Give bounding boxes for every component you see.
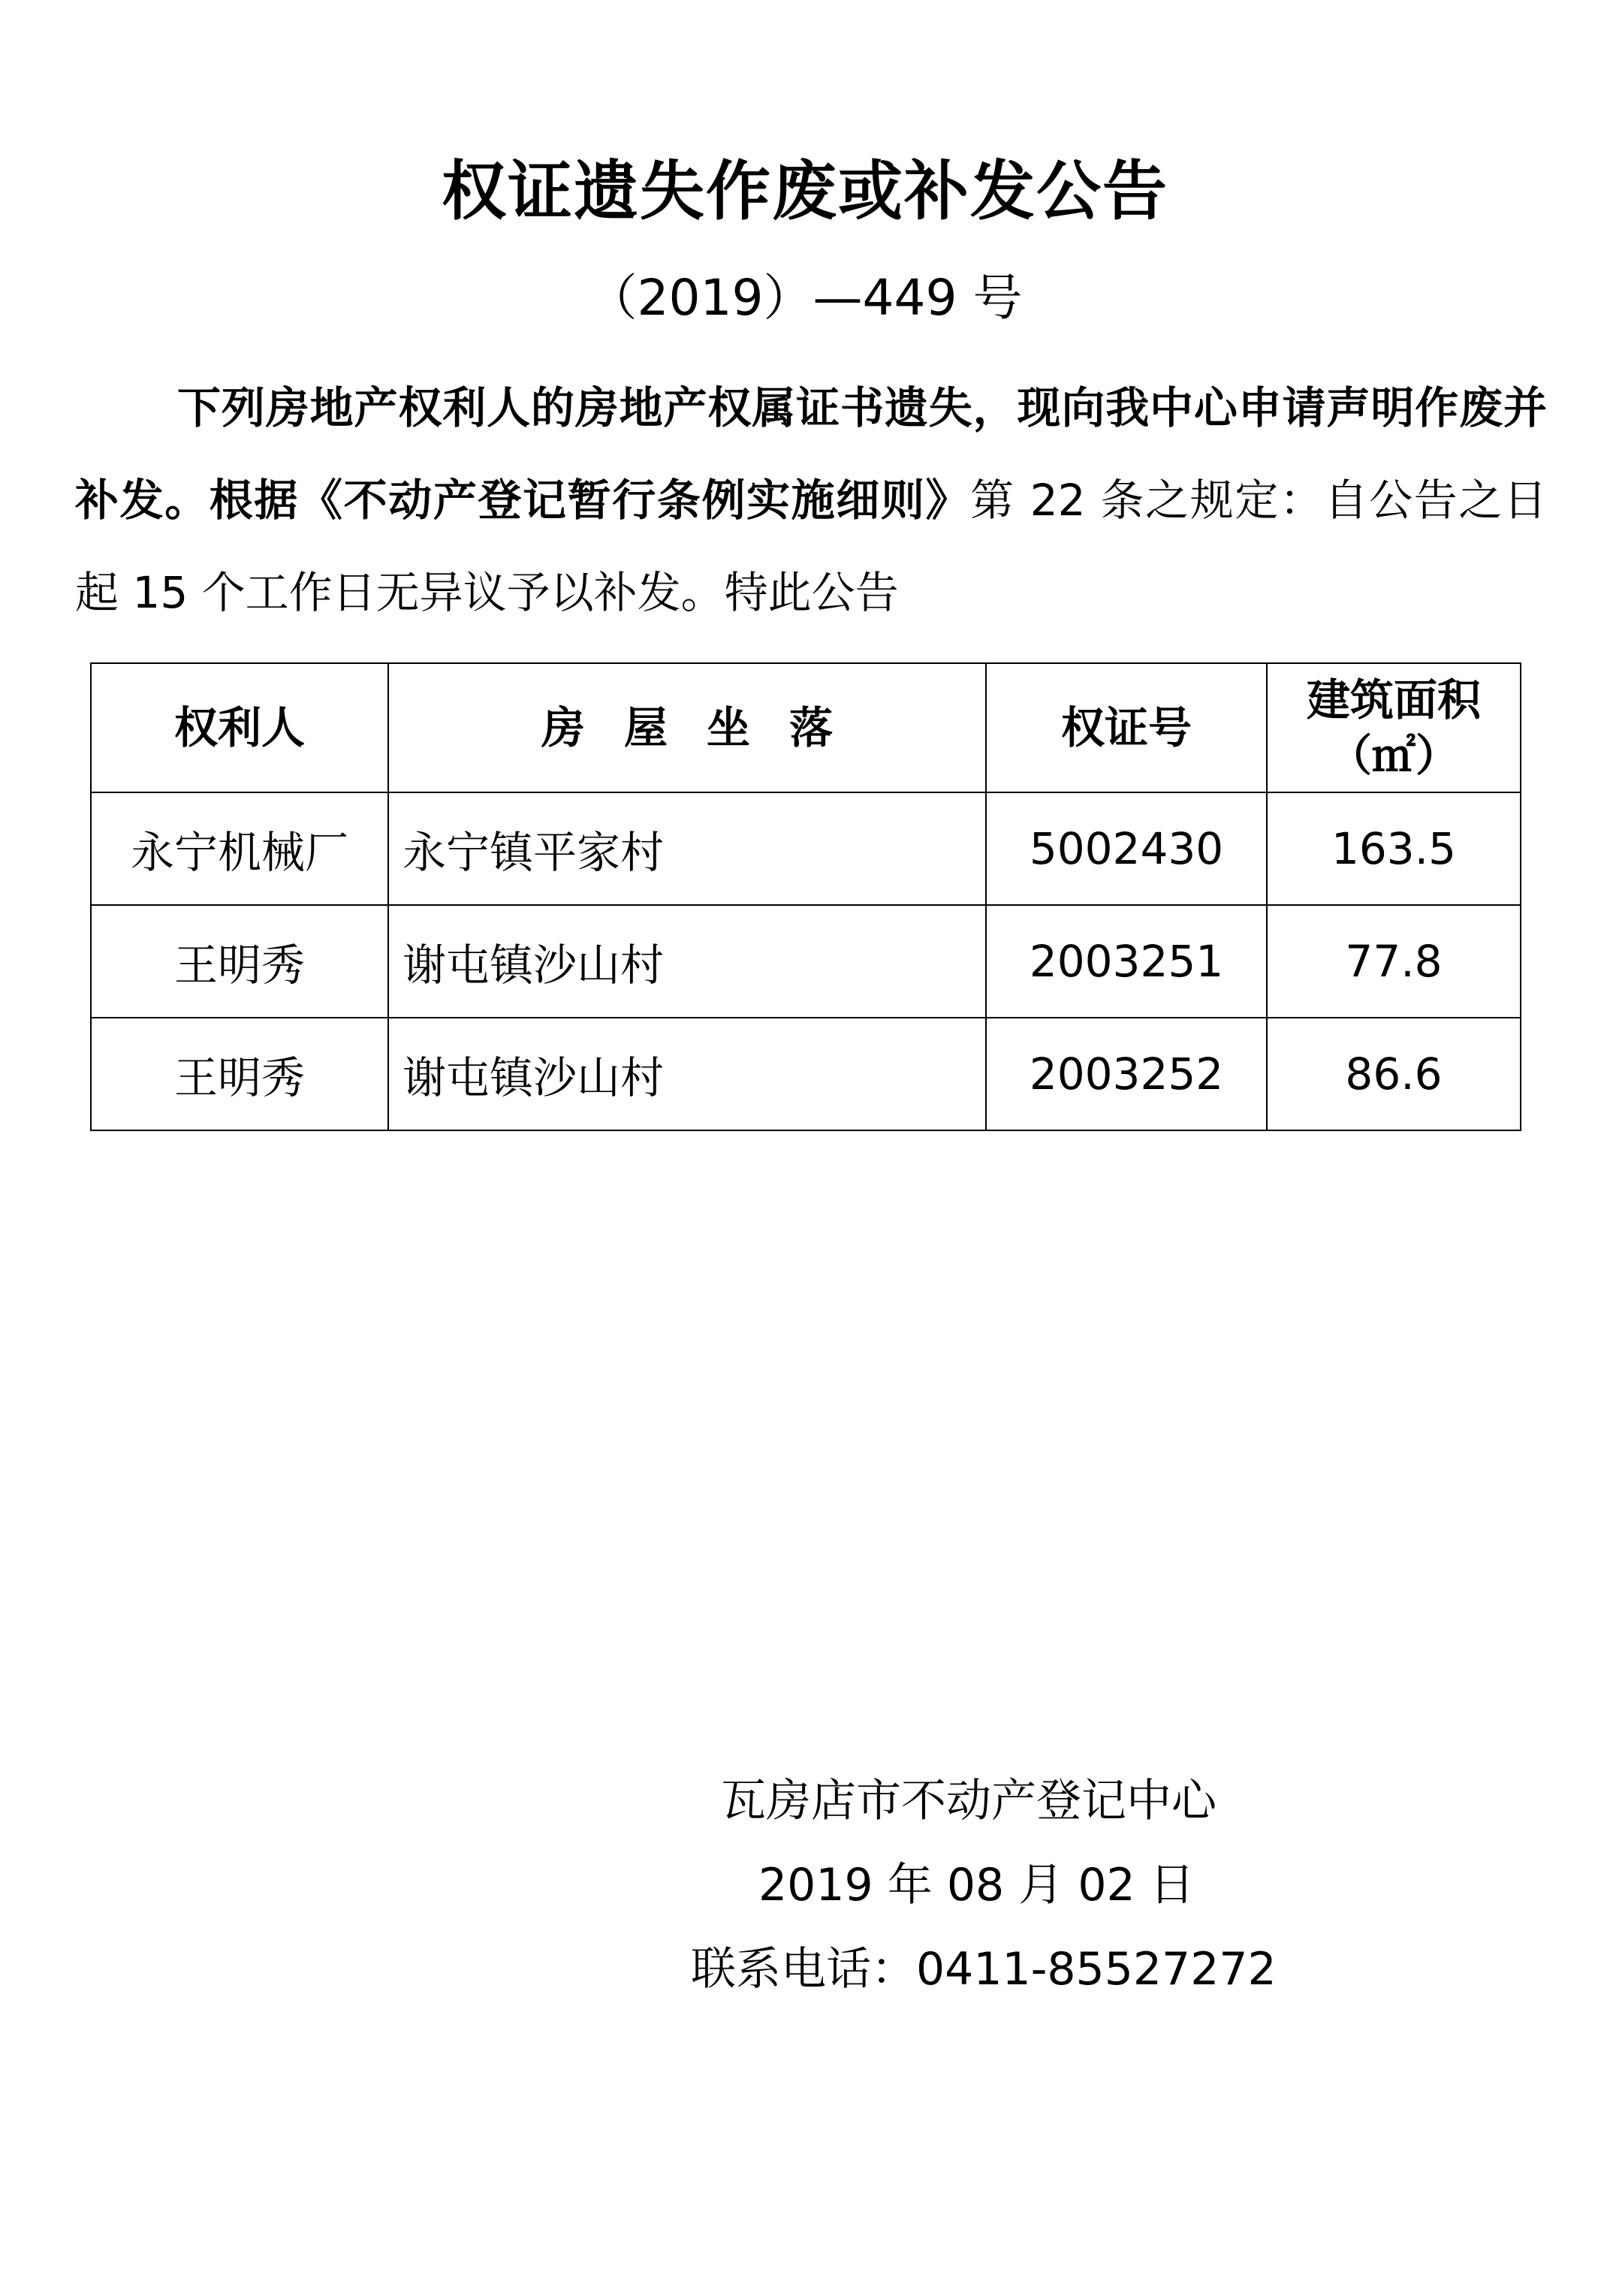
cell-area: 77.8 (1267, 905, 1521, 1018)
header-address-char: 屋 (623, 702, 668, 753)
header-area (1267, 663, 1521, 792)
cell-owner: 王明秀 (91, 905, 388, 1018)
footer-telephone: 联系电话：0411-85527272 (691, 1943, 1277, 1996)
cell-owner: 永宁机械厂 (91, 792, 388, 905)
table-row (91, 1018, 1521, 1130)
cell-area: 86.6 (1267, 1018, 1521, 1130)
table-header-row (91, 663, 1521, 792)
cell-address: 永宁镇平家村 (388, 792, 986, 905)
header-area-line1: 建筑面积 (1306, 674, 1481, 726)
header-address (388, 663, 986, 792)
cell-cert: 5002430 (986, 792, 1267, 905)
cell-cert: 2003251 (986, 905, 1267, 1018)
cell-address: 谢屯镇沙山村 (388, 905, 986, 1018)
header-address-char: 房 (541, 702, 585, 753)
cell-area: 163.5 (1267, 792, 1521, 905)
table-row (91, 792, 1521, 905)
footer-organization: 瓦房店市不动产登记中心 (721, 1775, 1217, 1827)
cell-cert: 2003252 (986, 1018, 1267, 1130)
header-area-line2: （㎡） (1328, 730, 1459, 781)
cell-address: 谢屯镇沙山村 (388, 1018, 986, 1130)
notice-body (75, 362, 1547, 639)
header-address-char: 落 (789, 702, 834, 753)
notice-title: 权证遗失作废或补发公告 (442, 154, 1168, 229)
header-owner: 权利人 (91, 663, 388, 792)
records-table (90, 662, 1521, 1131)
header-cert: 权证号 (986, 663, 1267, 792)
footer-date: 2019 年 08 月 02 日 (758, 1859, 1195, 1911)
notice-body-bold: 下列房地产权利人的房地产权属证书遗失，现向我中心申请声明作废并补发。根据《不动产登记暂行条例实施细则》 (75, 382, 1547, 526)
table-row (91, 905, 1521, 1018)
cell-owner: 王明秀 (91, 1018, 388, 1130)
header-address-char: 坐 (707, 702, 751, 753)
notice-number: （2019）—449 号 (587, 269, 1023, 327)
notice-body-plain: 第 22 条之规定：自公告之日起 15 个工作日无异议予以补发。特此公告 (75, 475, 1547, 618)
